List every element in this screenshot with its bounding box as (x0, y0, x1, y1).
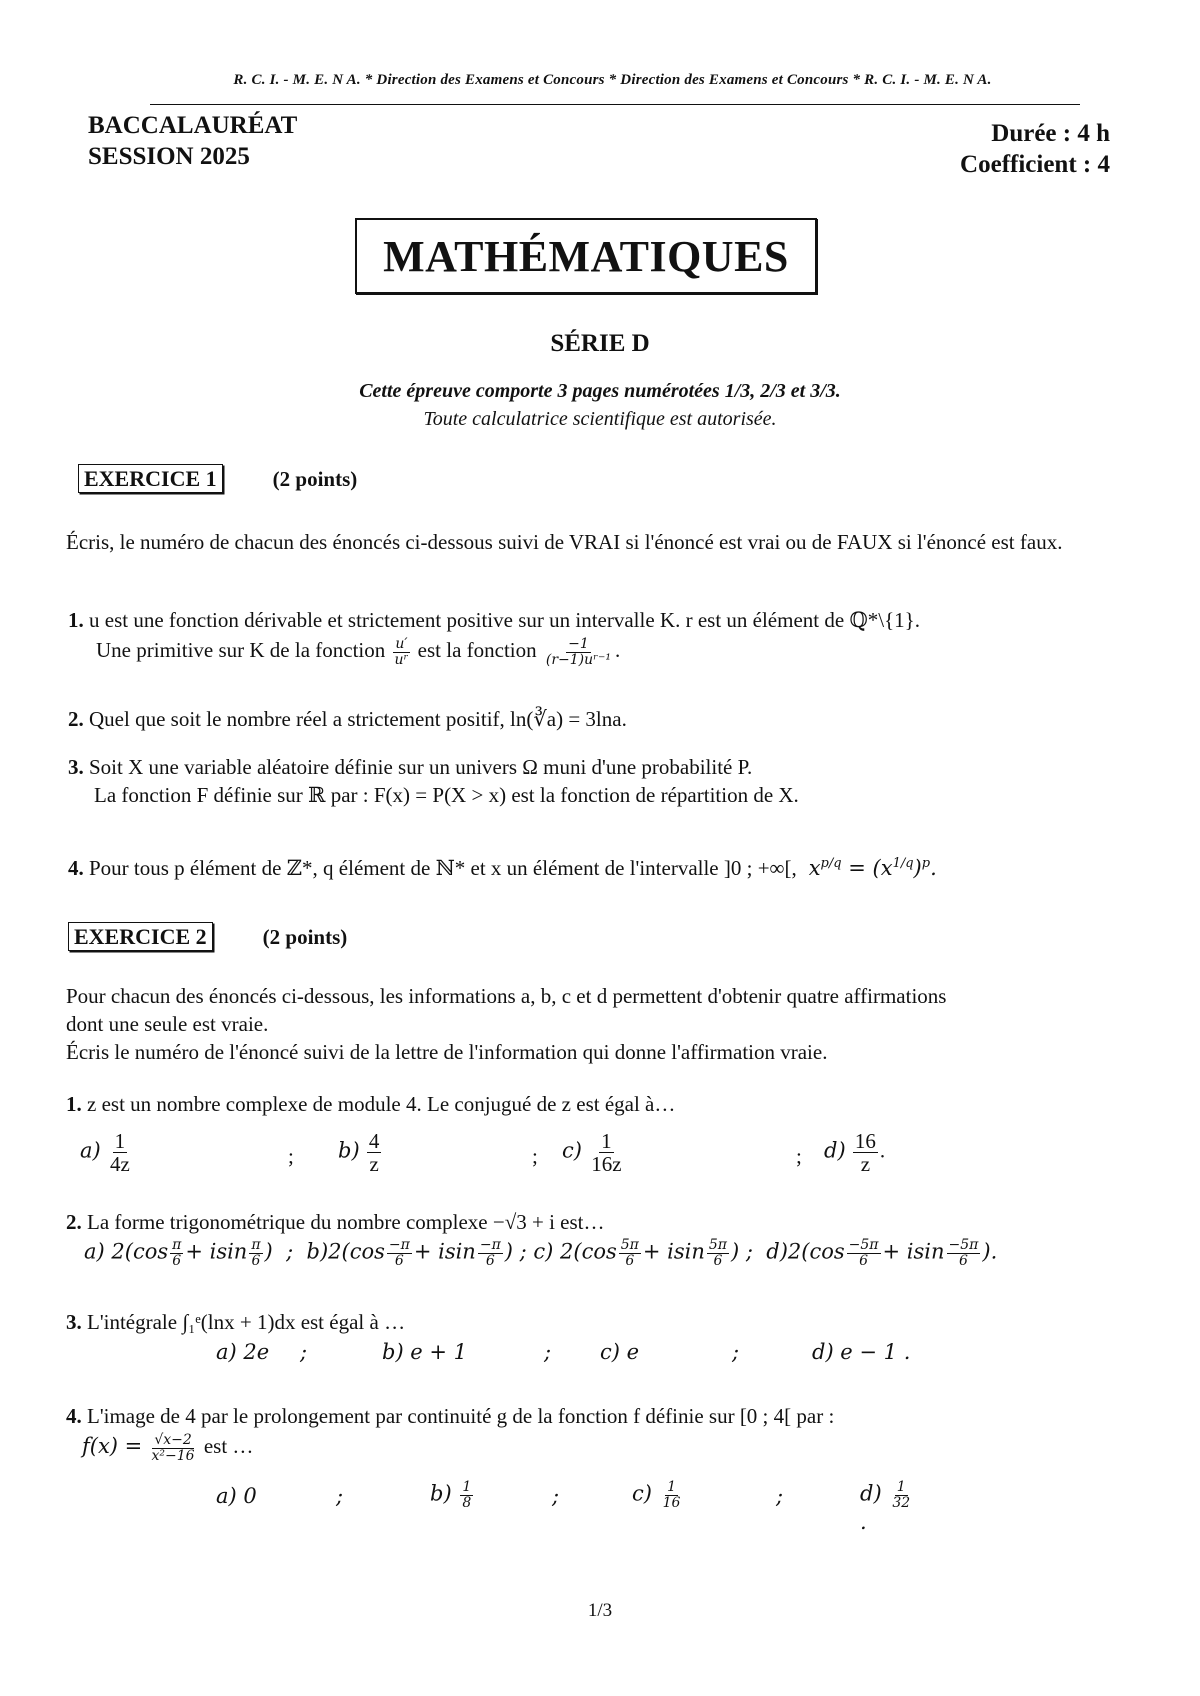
ex2-q3-choice-d: d) e − 1 . (812, 1340, 911, 1364)
frac-primitive: $\frac{-1}{\text{(r−1)uʳ⁻¹}}$ (545, 636, 612, 668)
exercise-1-points: (2 points) (272, 467, 358, 491)
exercise-2-heading (68, 924, 347, 950)
exercise-2-question-1: 1. z est un nombre complexe de module 4. Le conjugué de z est égal à… (66, 1092, 676, 1116)
ex2-q2-choices: a) 2(cos $\frac{\pi}{6}$ + isin $\frac{\pi}{6}$ ) ; b)2(cos $\frac{-\pi}{6}$ + isin $\frac{-\pi}{6}$ ) ; c) 2(cos $\frac{5\pi}{6}$ + isin $\frac{5\pi}{6}$ ) ; d)2(cos $\frac{-5\pi}{6}$ + isin $\frac{-5\pi}{6}$ ). (84, 1237, 998, 1269)
q3-line1: Soit X une variable aléatoire définie sur un univers Ω muni d'une probabilité P. (89, 755, 753, 779)
exam-coefficient: Coefficient : 4 (960, 151, 1110, 178)
q4-text: Pour tous p élément de ℤ*, q élément de ℕ* et x un élément de l'intervalle ]0 ; +∞[, (89, 856, 797, 880)
q4-formula: $x^{p/q} = (x^{1/q})^p$. (802, 856, 937, 880)
ex2-q3-choice-b: b) e + 1 (382, 1340, 468, 1364)
q3-line2: La fonction F définie sur ℝ par : F(x) = P(X > x) est la fonction de répartition de X. (94, 783, 799, 807)
frac-u-prime-over-u-r: $\frac{u'}{\text{uʳ}}$ (394, 636, 409, 668)
exercise-2-question-2: 2. La forme trigonométrique du nombre complexe −√3 + i est… (66, 1210, 605, 1234)
exercise-2-title: EXERCICE 2 (68, 922, 213, 951)
exam-duration: Durée : 4 h (991, 120, 1110, 147)
ex2-q2-text: La forme trigonométrique du nombre complexe −√3 + i est… (87, 1210, 605, 1234)
exam-meta (960, 118, 1110, 180)
ex2-q4-formula: f(x) = $\frac{√x-2}{\text{x²−16}}$ est … (82, 1432, 254, 1464)
exam-name: BACCALAURÉAT (88, 112, 298, 139)
ex2-q3-text: L'intégrale ∫₁ᵉ(lnx + 1)dx est égal à … (87, 1310, 406, 1334)
exercise-2-instruction-1: Pour chacun des énoncés ci-dessous, les informations a, b, c et d permettent d'obtenir quatre affirmations dont une seule est vraie. (66, 984, 947, 1036)
ex2-q3-choice-a: a) 2e (216, 1340, 270, 1364)
header-line: R. C. I. - M. E. N A. * Direction des Examens et Concours * Direction des Examens et Concours * R. C. I. - M. E. N A. (233, 72, 992, 88)
exercise-2-instruction-2: Écris le numéro de l'énoncé suivi de la lettre de l'information qui donne l'affirmation vraie. (66, 1040, 828, 1064)
exercise-1-question-1: 1. u est une fonction dérivable et strictement positive sur un intervalle K. r est un élément de ℚ*\{1}. Une primitive sur K de la fonction $\frac{u'}{\text{uʳ}}$ est la fonction $\frac{-1}{\text{(r−1)uʳ⁻¹}}$ . (68, 608, 920, 668)
exercise-1-instruction: Écris, le numéro de chacun des énoncés ci-dessous suivi de VRAI si l'énoncé est vrai ou de FAUX si l'énoncé est faux. (66, 530, 1063, 554)
q2-text: Quel que soit le nombre réel a strictement positif, ln(∛a) = 3lna. (89, 707, 627, 731)
ex2-q4-est: est … (203, 1434, 254, 1458)
q1-line2a: Une primitive sur K de la fonction (96, 638, 386, 662)
q1-line1: u est une fonction dérivable et strictement positive sur un intervalle K. r est un élément de ℚ*\{1}. (89, 608, 920, 632)
exercise-2-question-4: 4. L'image de 4 par le prolongement par continuité g de la fonction f définie sur [0 ; 4[ par : (66, 1404, 835, 1428)
exam-info (88, 110, 297, 172)
exercise-1-question-3: 3. Soit X une variable aléatoire définie sur un univers Ω muni d'une probabilité P. La fonction F définie sur ℝ par : F(x) = P(X > x) est la fonction de répartition de X. (68, 753, 1108, 809)
exam-session: SESSION 2025 (88, 143, 250, 170)
pages-info: Cette épreuve comporte 3 pages numérotées 1/3, 2/3 et 3/3. (359, 380, 841, 402)
header-rule (150, 104, 1080, 105)
exercise-1-heading (78, 466, 357, 492)
exercise-1-question-2: 2. Quel que soit le nombre réel a strictement positif, ln(∛a) = 3lna. (68, 707, 627, 731)
exercise-2-question-3: 3. L'intégrale ∫₁ᵉ(lnx + 1)dx est égal à … (66, 1310, 406, 1334)
exercise-1-question-4: 4. Pour tous p élément de ℤ*, q élément de ℕ* et x un élément de l'intervalle ]0 ; +∞[, $x^{p/q} = (x^{1/q})^p$. (68, 856, 937, 880)
ex2-q3-choice-c: c) e (600, 1340, 640, 1364)
exercise-1-title: EXERCICE 1 (78, 464, 223, 493)
calculator-info: Toute calculatrice scientifique est autorisée. (423, 408, 777, 430)
q1-line2b: est la fonction (417, 638, 537, 662)
ex2-q4-line1: L'image de 4 par le prolongement par continuité g de la fonction f définie sur [0 ; 4[ par : (87, 1404, 835, 1428)
ex2-q1-text: z est un nombre complexe de module 4. Le conjugué de z est égal à… (87, 1092, 676, 1116)
exercise-2-points: (2 points) (262, 925, 348, 949)
subject-title: MATHÉMATIQUES (355, 218, 817, 294)
page-number: 1/3 (587, 1600, 613, 1621)
serie-title: SÉRIE D (550, 330, 650, 357)
